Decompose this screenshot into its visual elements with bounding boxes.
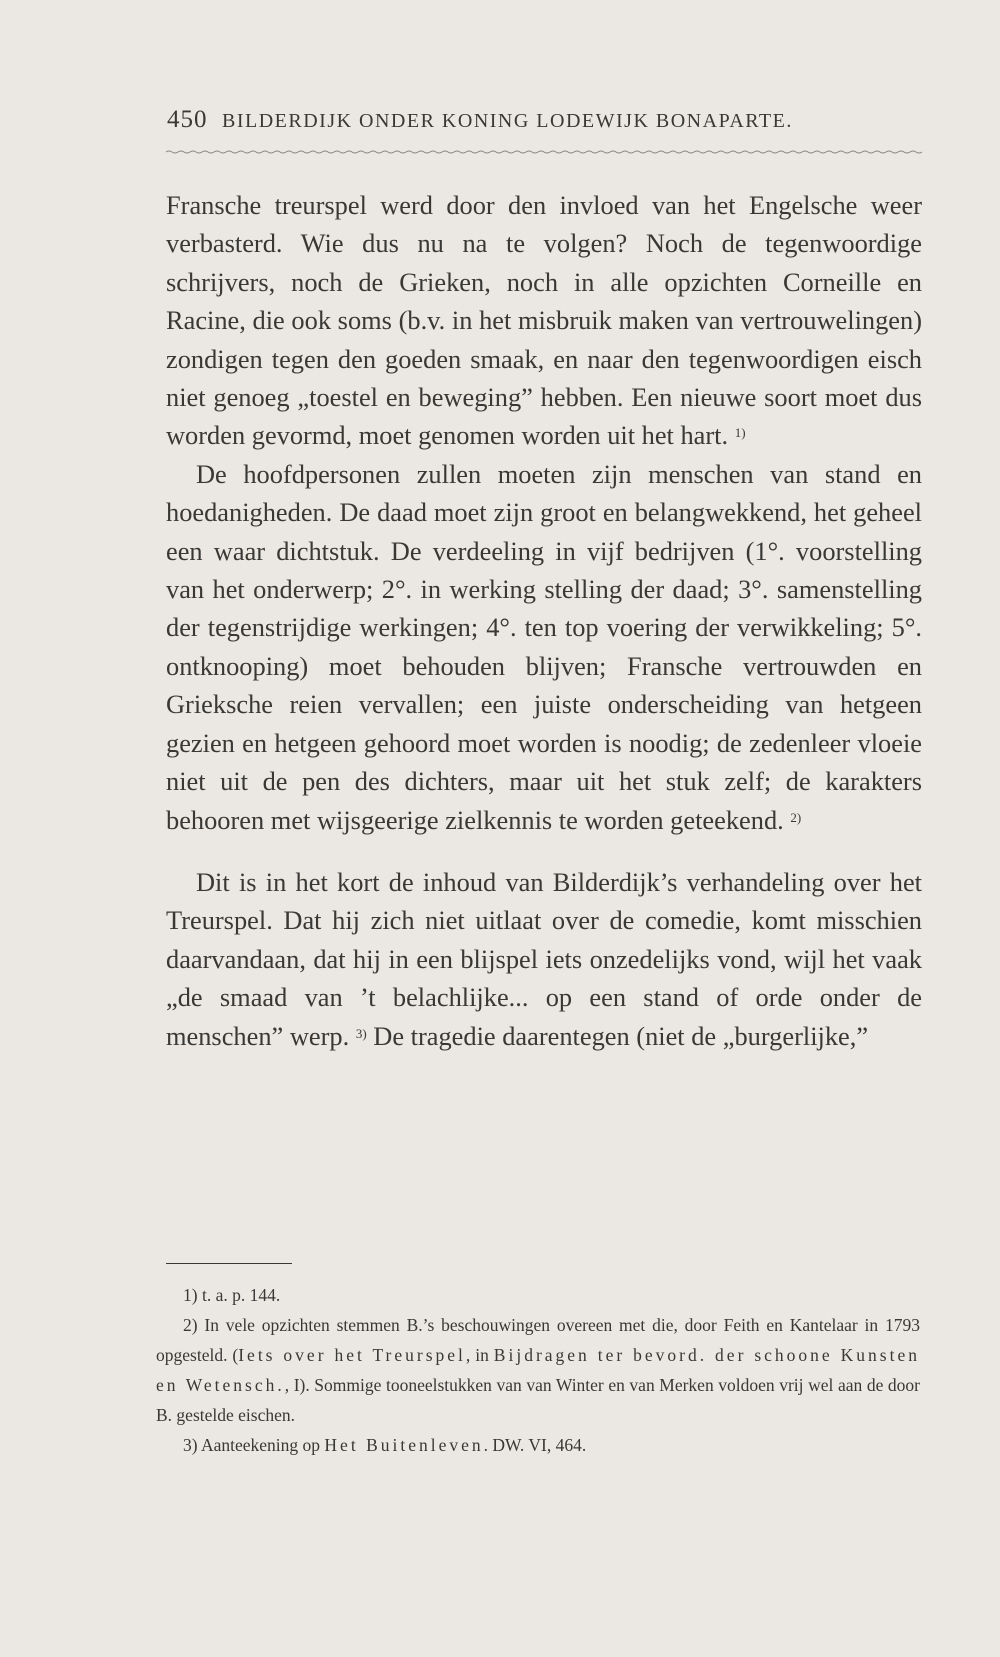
footnotes [156,1280,920,1460]
running-title: BILDERDIJK ONDER KONING LODEWIJK BONAPARTE. [222,110,793,132]
footnote-ref-1: 1) [734,425,746,441]
paragraph-2-text: De hoofdpersonen zullen moeten zijn menschen van stand en hoedanigheden. De daad moet zijn groot en belangwekkend, het geheel een waar dichtstuk. De verdeeling in vijf bedrijven (1°. voorstelling van het onderwerp; 2°. in werking stelling der daad; 3°. samenstelling der tegenstrijdige werkingen; 4°. ten top voering der verwikkeling; 5°. ontknooping) moet behouden blijven; Fransche vertrouwden en Grieksche reien vervallen; een juiste onderscheiding van hetgeen gezien en hetgeen gehoord moet worden is noodig; de zedenleer vloeie niet uit de pen des dichters, maar uit het stuk zelf; de karakters behooren met wijsgeerige zielkennis te worden geteekend. [166,458,922,835]
paragraph-3-text: Dit is in het kort de inhoud van Bilderdijk’s verhandeling over het Treurspel. Dat hij zich niet uitlaat over de comedie, komt misschien daarvandaan, dat hij in een blijspel iets onzedelijks vond, wijl het vaak „de smaad van ’t belachlijke... op een stand of orde onder de menschen” werp. [166,866,922,1051]
header-ornament-rule [166,150,924,154]
page-number: 450 [167,106,208,133]
footnote-2-journal: Bijdragen ter bevord. der schoone Kunsten en Wetensch. [156,1345,920,1395]
main-text [166,186,922,1055]
footnote-1: 1) t. a. p. 144. [183,1285,281,1305]
paragraph-1 [166,186,922,455]
footnote-ref-2: 2) [790,809,802,825]
footnote-2-text-c: , I). Sommige tooneelstukken van van Winter en van Merken voldoen vrij wel aan de door B. gestelde eischen. [156,1375,920,1425]
paragraph-2 [166,455,922,839]
footnote-3-text-b: . DW. VI, 464. [483,1435,587,1455]
footnote-2-text-b: , in [465,1345,494,1365]
footnote-2 [156,1310,920,1430]
paragraph-1-text: Fransche treurspel werd door den invloed van het Engelsche weer verbasterd. Wie dus nu na te volgen? Noch de tegenwoordige schrijvers, noch de Grieken, noch in alle opzichten Corneille en Racine, die ook soms (b.v. in het misbruik maken van vertrouwelingen) zondigen tegen den goeden smaak, en naar den tegenwoordigen eisch niet genoeg „toestel en beweging” hebben. Een nieuwe soort moet dus worden gevormd, moet genomen worden uit het hart. [166,190,922,451]
footnote-3 [156,1430,920,1460]
footnote-separator [166,1263,292,1264]
footnote-2-text-a: 2) In vele opzichten stemmen B.’s beschouwingen overeen met die, door Feith en Kantelaar in 1793 opgesteld. ( [156,1315,920,1365]
running-header [167,106,921,134]
footnote-3-title: Het Buitenleven [324,1435,484,1455]
paragraph-3-tail: De tragedie daarentegen (niet de „burgerlijke,” [373,1020,869,1051]
paragraph-3 [166,863,922,1055]
footnote-3-text-a: 3) Aanteekening op [183,1435,325,1455]
footnote-ref-3: 3) [355,1025,367,1041]
footnote-2-title: Iets over het Treurspel [238,1345,466,1365]
